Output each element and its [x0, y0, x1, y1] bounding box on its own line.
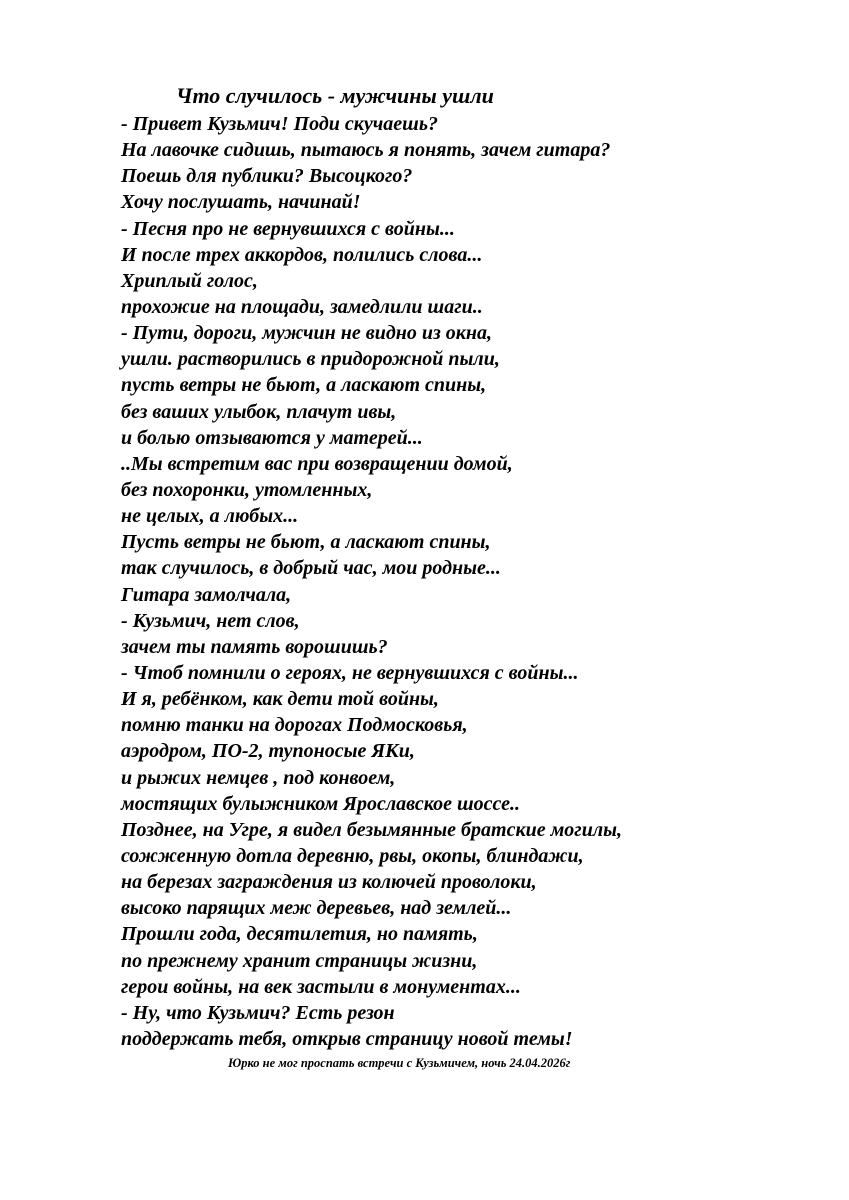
poem-line: не целых, а любых...: [121, 505, 299, 528]
poem-line: поддержать тебя, открыв страницу новой темы!: [121, 1027, 573, 1050]
poem-title: Что случилось - мужчины ушли: [176, 83, 494, 108]
poem-line: Прошли года, десятилетия, но память,: [121, 923, 478, 946]
poem-line: мостящих булыжником Ярославское шоссе..: [121, 792, 520, 815]
poem-line: пусть ветры не бьют, а ласкают спины,: [121, 374, 487, 397]
poem-line: Хочу послушать, начинай!: [121, 191, 361, 214]
poem-line: без ваших улыбок, плачут ивы,: [121, 400, 397, 423]
poem-line: - Пути, дороги, мужчин не видно из окна,: [121, 322, 493, 345]
poem-line: аэродром, ПО-2, тупоносые ЯКи,: [121, 740, 415, 763]
poem-line: ..Мы встретим вас при возвращении домой,: [121, 452, 513, 475]
poem-line: и рыжих немцев , под конвоем,: [121, 766, 396, 789]
poem-line: - Чтоб помнили о героях, не вернувшихся с войны...: [121, 661, 579, 684]
poem-line: высоко парящих меж деревьев, над землей...: [121, 897, 512, 920]
poem-line: - Кузьмич, нет слов,: [121, 609, 300, 632]
poem-line: помню танки на дорогах Подмосковья,: [121, 714, 468, 737]
poem-line: без похоронки, утомленных,: [121, 478, 373, 501]
poem-line: - Ну, что Кузьмич? Есть резон: [121, 1001, 395, 1024]
poem-line: и болью отзываются у матерей...: [121, 426, 423, 449]
poem-line: на березах заграждения из колючей проволоки,: [121, 871, 537, 894]
poem-line: по прежнему хранит страницы жизни,: [121, 949, 478, 972]
poem-line: зачем ты память ворошишь?: [121, 635, 388, 658]
poem-line: Гитара замолчала,: [121, 583, 292, 606]
poem-line: Хриплый голос,: [121, 269, 258, 292]
poem-line: сожженную дотла деревню, рвы, окопы, блиндажи,: [121, 844, 584, 867]
poem-line: - Привет Кузьмич! Поди скучаешь?: [121, 113, 438, 135]
poem-line: И после трех аккордов, полились слова...: [121, 243, 483, 266]
poem-line: Позднее, на Угре, я видел безымянные братские могилы,: [121, 818, 622, 841]
poem-body: [121, 111, 622, 1052]
poem-line: И я, ребёнком, как дети той войны,: [121, 688, 439, 711]
poem-line: герои войны, на век застыли в монументах...: [121, 975, 521, 998]
poem-line: - Песня про не вернувшихся с войны...: [121, 217, 455, 240]
poem-line: прохожие на площади, замедлили шаги..: [121, 295, 483, 318]
author-signature: Юрко не мог проспать встречи с Кузьмичем, ночь 24.04.2026г: [228, 1056, 571, 1070]
poem-line: Поешь для публики? Высоцкого?: [121, 165, 413, 188]
poem-line: ушли. растворились в придорожной пыли,: [121, 348, 500, 371]
poem-line: Пусть ветры не бьют, а ласкают спины,: [121, 531, 491, 554]
poem-line: так случилось, в добрый час, мои родные...: [121, 557, 501, 580]
poem-line: На лавочке сидишь, пытаюсь я понять, зачем гитара?: [121, 139, 611, 162]
